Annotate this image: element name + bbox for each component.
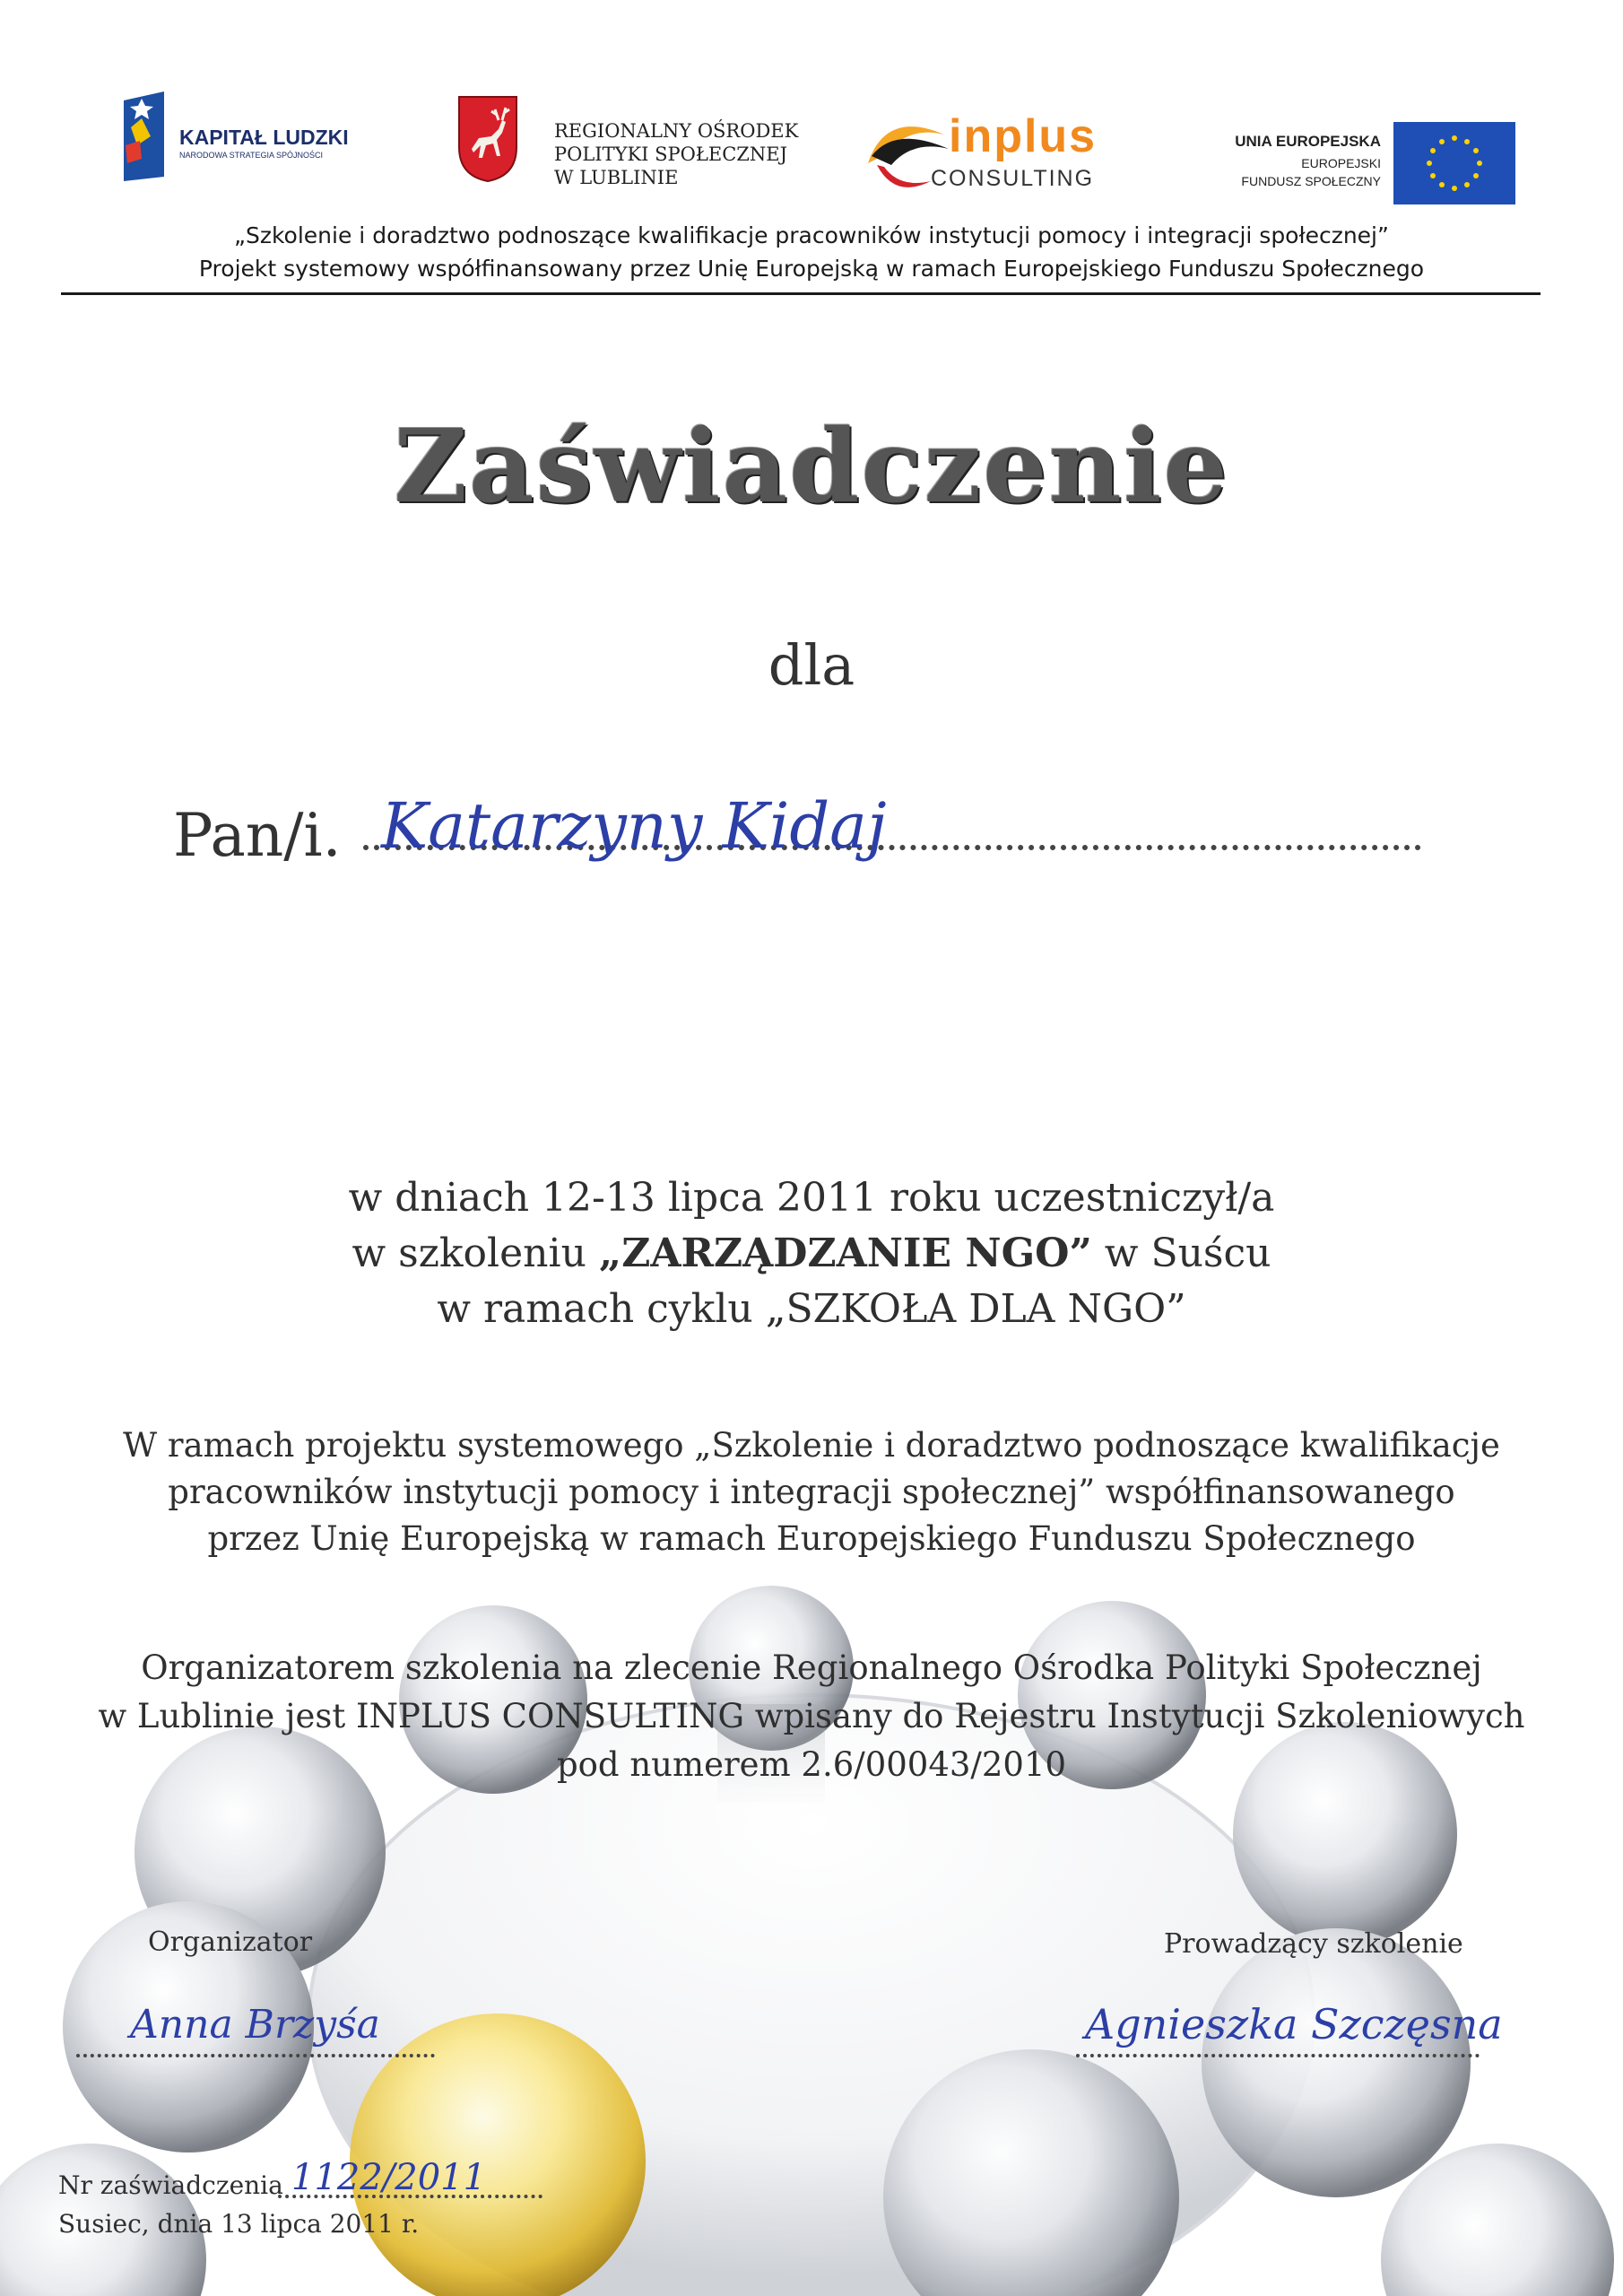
- kapital-ludzki-emblem-icon: [115, 91, 169, 181]
- header-divider: [61, 292, 1541, 295]
- organizer-label: Organizator: [148, 1926, 313, 1958]
- project-paragraph-line-3: przez Unię Europejską w ramach Europejskiego Funduszu Społecznego: [207, 1519, 1416, 1558]
- course-prefix: w szkoleniu: [352, 1231, 599, 1276]
- cycle-line: w ramach cyklu „SZKOŁA DLA NGO”: [437, 1286, 1186, 1332]
- course-name: „ZARZĄDZANIE NGO”: [598, 1231, 1092, 1276]
- participation-line: w dniach 12-13 lipca 2011 roku uczestniczył/a: [348, 1175, 1275, 1221]
- eu-line-2: EUROPEJSKI: [1301, 156, 1381, 170]
- organizer-signature: Anna Brzyśa: [130, 2002, 380, 2048]
- recipient-prefix: Pan/i.: [173, 801, 342, 870]
- kapital-ludzki-logo: [115, 91, 402, 181]
- kapital-ludzki-subtitle: NARODOWA STRATEGIA SPÓJNOŚCI: [179, 151, 324, 160]
- certificate-number-label: Nr zaświadczenia: [58, 2170, 283, 2200]
- sphere-decoration: [1202, 1928, 1471, 2197]
- organizer-signature-line: [76, 2054, 435, 2057]
- eu-flag-icon: [1393, 122, 1515, 204]
- inplus-consulting-text: CONSULTING: [931, 166, 1095, 191]
- certificate-title: Zaświadczenie: [394, 408, 1229, 526]
- trainer-signature-line: [1076, 2054, 1480, 2057]
- rops-logo: [456, 93, 814, 192]
- organizer-paragraph-line-3: pod numerem 2.6/00043/2010: [556, 1745, 1067, 1784]
- rops-line-2: POLITYKI SPOŁECZNEJ: [554, 144, 788, 165]
- trainer-signature: Agnieszka Szczęsna: [1085, 2000, 1503, 2048]
- rops-line-3: W LUBLINIE: [554, 167, 679, 188]
- kapital-ludzki-title: KAPITAŁ LUDZKI: [179, 126, 349, 149]
- eu-line-3: FUNDUSZ SPOŁECZNY: [1241, 174, 1381, 188]
- project-paragraph-line-2: pracowników instytucji pomocy i integracji społecznej” współfinansowanego: [168, 1473, 1455, 1511]
- for-label: dla: [768, 632, 855, 698]
- inplus-name: inplus: [949, 110, 1098, 162]
- header-project-title: „Szkolenie i doradztwo podnoszące kwalifikacje pracowników instytucji pomocy i integracji społecznej”: [234, 222, 1389, 248]
- lublin-coat-of-arms-icon: [456, 93, 520, 183]
- place-and-date: Susiec, dnia 13 lipca 2011 r.: [58, 2209, 420, 2239]
- header-project-funding: Projekt systemowy współfinansowany przez Unię Europejską w ramach Europejskiego Funduszu Społecznego: [198, 256, 1425, 282]
- organizer-paragraph-line-1: Organizatorem szkolenia na zlecenie Regionalnego Ośrodka Polityki Społecznej: [141, 1648, 1482, 1687]
- rops-line-1: REGIONALNY OŚRODEK: [554, 120, 799, 142]
- organizer-paragraph-line-2: w Lublinie jest INPLUS CONSULTING wpisany do Rejestru Instytucji Szkoleniowych: [98, 1697, 1525, 1735]
- eu-line-1: UNIA EUROPEJSKA: [1235, 133, 1381, 150]
- course-place: w Suścu: [1091, 1231, 1271, 1276]
- inplus-consulting-logo: [859, 100, 1128, 199]
- recipient-name-handwritten: Katarzyny Kidaj: [381, 789, 887, 863]
- project-paragraph-line-1: W ramach projektu systemowego „Szkolenie i doradztwo podnoszące kwalifikacje: [123, 1426, 1500, 1465]
- trainer-label: Prowadzący szkolenie: [1164, 1928, 1463, 1960]
- eu-efs-logo: [1193, 122, 1515, 208]
- course-line: [0, 1231, 1623, 1276]
- certificate-number: 1122/2011: [291, 2157, 487, 2198]
